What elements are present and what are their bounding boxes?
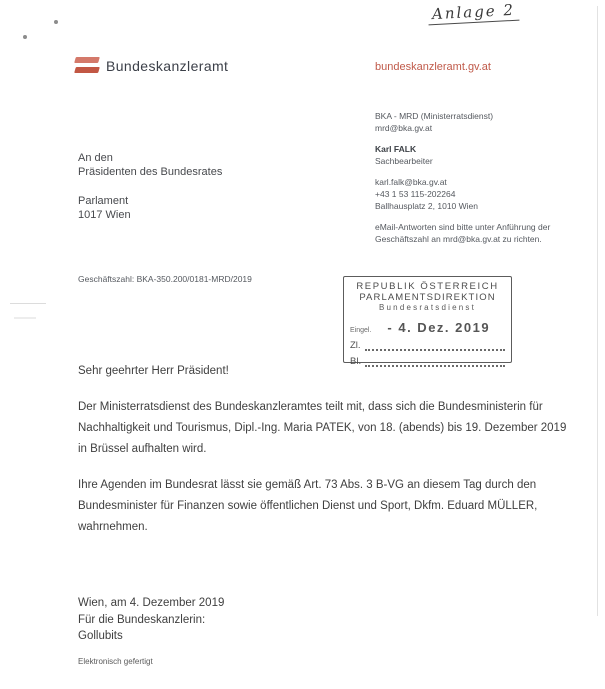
closing-signer: Gollubits xyxy=(78,630,123,642)
closing-on-behalf: Für die Bundeskanzlerin: xyxy=(78,613,206,626)
recipient-line2: Präsidenten des Bundesrates xyxy=(78,165,223,178)
contact-person-name: Karl FALK xyxy=(375,144,417,154)
contact-person-email: karl.falk@bka.gv.at xyxy=(375,177,447,187)
body-paragraph-1: Der Ministerratsdienst des Bundeskanzleramtes teilt mit, dass sich die Bundesministerin für Nachhaltigkeit und Tourismus, Dipl.-Ing. Maria PATEK, von 18. (abends) bis 19. Dezember 2019 in Brüssel aufhalten wird. xyxy=(78,401,567,455)
parliament-received-stamp xyxy=(343,276,512,367)
electronic-signature-note: Elektronisch gefertigt xyxy=(78,657,153,666)
recipient-line3: Parlament xyxy=(78,195,129,207)
scan-smudge-artifact xyxy=(14,317,36,319)
stamp-bl-label: Bl. xyxy=(350,356,362,367)
closing-place-date: Wien, am 4. Dezember 2019 xyxy=(78,597,225,609)
reference-number: Geschäftszahl: BKA-350.200/0181-MRD/2019 xyxy=(78,274,252,284)
bundeskanzleramt-flag-logo-icon xyxy=(75,57,99,74)
contact-address: Ballhausplatz 2, 1010 Wien xyxy=(375,201,479,211)
stamp-received-date: - 4. Dez. 2019 xyxy=(387,320,491,335)
contact-person-role: Sachbearbeiter xyxy=(375,156,433,166)
stamp-line2: PARLAMENTSDIREKTION xyxy=(359,292,496,303)
stamp-bl-dotted-line xyxy=(365,358,505,367)
salutation: Sehr geehrter Herr Präsident! xyxy=(78,365,229,377)
contact-note-line1: eMail-Antworten sind bitte unter Anführung der xyxy=(375,222,551,232)
org-name: Bundeskanzleramt xyxy=(106,58,229,74)
stamp-zl-label: Zl. xyxy=(350,340,361,351)
recipient-address-block xyxy=(78,152,222,222)
body-paragraph-2: Ihre Agenden im Bundesrat lässt sie gemäß Art. 73 Abs. 3 B-VG an diesem Tag durch den Bundesminister für Finanzen sowie öffentlichen Dienst und Sport, Dkfm. Eduard MÜLLER, wahrnehmen. xyxy=(78,479,538,533)
stamp-line1: REPUBLIK ÖSTERREICH xyxy=(356,281,499,292)
contact-note-line2: Geschäftszahl an mrd@bka.gv.at zu richten. xyxy=(375,234,542,244)
scan-dot-artifact xyxy=(54,20,58,24)
scan-smudge-artifact xyxy=(10,303,46,304)
contact-unit-email: mrd@bka.gv.at xyxy=(375,123,433,133)
contact-person-phone: +43 1 53 115-202264 xyxy=(375,189,456,199)
contact-unit: BKA - MRD (Ministerratsdienst) xyxy=(375,111,494,121)
recipient-line1: An den xyxy=(78,152,113,164)
stamp-line3: Bundesratsdienst xyxy=(378,303,477,312)
stamp-received-label: Eingel. xyxy=(350,327,372,334)
scan-edge-artifact xyxy=(597,6,598,616)
closing-block xyxy=(78,595,224,645)
website-url: bundeskanzleramt.gv.at xyxy=(375,61,491,73)
scan-dot-artifact xyxy=(23,35,27,39)
contact-block xyxy=(375,110,590,245)
recipient-line4: 1017 Wien xyxy=(78,208,131,221)
stamp-zl-dotted-line xyxy=(365,342,505,351)
handwritten-annex-note: Anlage 2 xyxy=(428,1,520,26)
